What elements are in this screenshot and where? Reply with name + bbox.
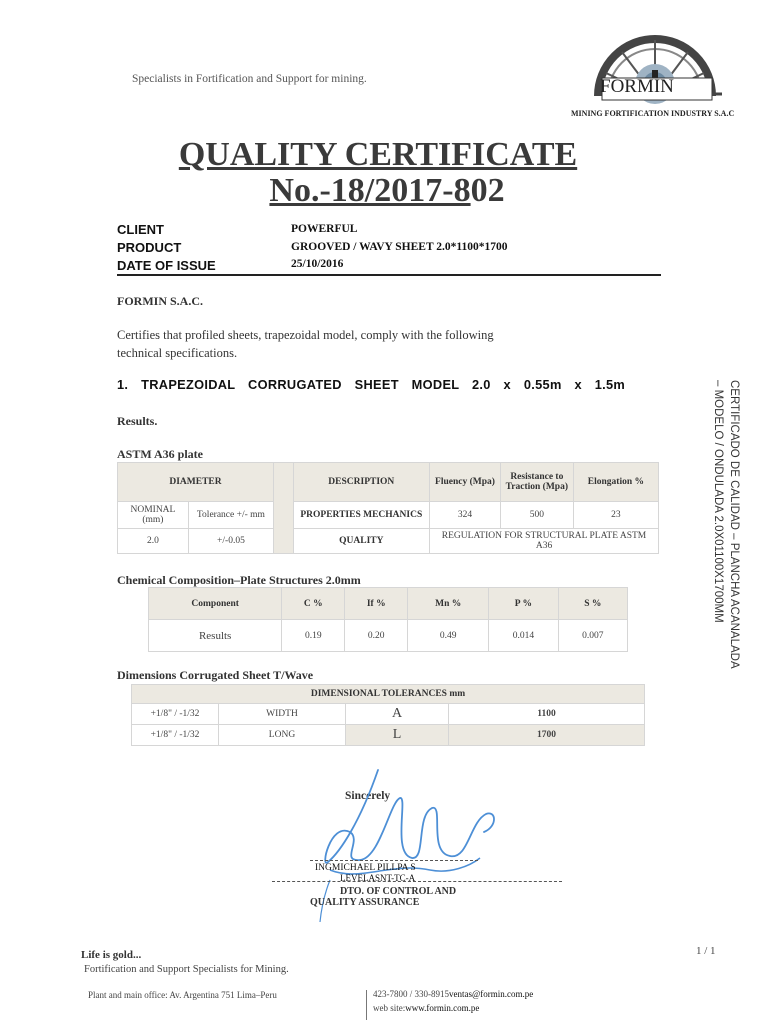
- section-heading: 1. TRAPEZOIDAL CORRUGATED SHEET MODEL 2.0 x 0.55m x 1.5m: [117, 377, 626, 392]
- logo-subtitle: MINING FORTIFICATION INDUSTRY S.A.C: [571, 109, 735, 118]
- signer-name: INGMICHAEL PILLPA S: [315, 863, 416, 873]
- chemical-heading: Chemical Composition–Plate Structures 2.0mm: [117, 573, 361, 587]
- if-header: If %: [345, 588, 408, 620]
- properties-label: PROPERTIES MECHANICS: [293, 502, 430, 529]
- c-header: C %: [282, 588, 345, 620]
- nominal-label: NOMINAL (mm): [118, 502, 189, 529]
- department-line-1: DTO. OF CONTROL AND: [340, 886, 457, 897]
- long-label: LONG: [219, 725, 346, 746]
- certifies-line-1: Certifies that profiled sheets, trapezoidal model, comply with the following: [117, 328, 494, 342]
- footer-web: [373, 1003, 479, 1013]
- chemical-table: [148, 587, 628, 652]
- spacer-cell: [274, 463, 294, 554]
- width-symbol: A: [346, 704, 449, 725]
- mn-header: Mn %: [408, 588, 489, 620]
- diameter-header: DIAMETER: [118, 463, 274, 502]
- s-header: S %: [558, 588, 627, 620]
- p-header: P %: [489, 588, 558, 620]
- dimensional-header: DIMENSIONAL TOLERANCES mm: [132, 685, 645, 704]
- divider: [117, 274, 661, 276]
- plate-heading: ASTM A36 plate: [117, 447, 204, 461]
- product-label: PRODUCT: [117, 240, 182, 255]
- p-value: 0.014: [489, 620, 558, 652]
- c-value: 0.19: [282, 620, 345, 652]
- width-value: 1100: [449, 704, 645, 725]
- dimensions-heading: Dimensions Corrugated Sheet T/Wave: [117, 668, 314, 682]
- resistance-value: 500: [500, 502, 573, 529]
- results-cell: Results: [149, 620, 282, 652]
- certifies-line-2: technical specifications.: [117, 346, 238, 360]
- date-value: 25/10/2016: [291, 258, 344, 270]
- dimensions-table: [131, 684, 645, 746]
- footer-specialists: Fortification and Support Specialists for Mining.: [84, 964, 289, 975]
- footer-web-label: web site:: [373, 1003, 406, 1013]
- elongation-header: Elongation %: [573, 463, 658, 502]
- footer-divider: [366, 990, 367, 1020]
- department-line: [272, 881, 562, 882]
- nominal-value: 2.0: [118, 529, 189, 554]
- certificate-number-rest: 02: [470, 172, 505, 209]
- arch-logo-icon: [562, 18, 742, 122]
- long-tolerance: +1/8" / -1/32: [132, 725, 219, 746]
- date-label: DATE OF ISSUE: [117, 258, 216, 273]
- long-symbol: L: [346, 725, 449, 746]
- resistance-header: Resistance to Traction (Mpa): [500, 463, 573, 502]
- footer-motto: Life is gold...: [81, 949, 142, 961]
- quality-label: QUALITY: [293, 529, 430, 554]
- certificate-title: QUALITY CERTIFICATE: [178, 136, 578, 173]
- company-name: FORMIN S.A.C.: [117, 294, 203, 308]
- elongation-value: 23: [573, 502, 658, 529]
- mechanical-table: [117, 462, 659, 554]
- s-value: 0.007: [558, 620, 627, 652]
- logo-name: FORMIN: [600, 76, 674, 97]
- page-number: 1 / 1: [696, 945, 716, 957]
- long-value: 1700: [449, 725, 645, 746]
- certificate-number-underlined: No.-18/2017-8: [269, 172, 471, 209]
- tagline: Specialists in Fortification and Support for mining.: [132, 73, 367, 85]
- signer-level: LEVELASNT-TC-A: [340, 873, 416, 883]
- sincerely-text: Sincerely: [345, 790, 391, 802]
- footer-email[interactable]: ventas@formin.com.pe: [449, 989, 534, 999]
- certificate-number: [3, 172, 768, 210]
- tolerance-label: Tolerance +/- mm: [188, 502, 273, 529]
- width-tolerance: +1/8" / -1/32: [132, 704, 219, 725]
- footer-office: Plant and main office: Av. Argentina 751 Lima–Peru: [88, 990, 277, 1000]
- vertical-text-1: CERTIFICADO DE CALIDAD – PLANCHA ACANALADA: [728, 380, 740, 669]
- regulation-text: REGULATION FOR STRUCTURAL PLATE ASTM A36: [430, 529, 659, 554]
- mn-value: 0.49: [408, 620, 489, 652]
- fluency-value: 324: [430, 502, 501, 529]
- client-label: CLIENT: [117, 222, 164, 237]
- tolerance-value: +/-0.05: [188, 529, 273, 554]
- signature-line: [310, 860, 478, 861]
- results-label: Results.: [117, 414, 158, 428]
- if-value: 0.20: [345, 620, 408, 652]
- description-header: DESCRIPTION: [293, 463, 430, 502]
- width-label: WIDTH: [219, 704, 346, 725]
- client-value: POWERFUL: [291, 223, 358, 235]
- department-line-2: QUALITY ASSURANCE: [310, 897, 420, 908]
- component-header: Component: [149, 588, 282, 620]
- footer-phones: 423-7800 / 330-8915: [373, 989, 449, 999]
- product-value: GROOVED / WAVY SHEET 2.0*1100*1700: [291, 241, 508, 253]
- fluency-header: Fluency (Mpa): [430, 463, 501, 502]
- footer-contact: [373, 989, 533, 999]
- vertical-text-2: – MODELO / ONDULADA 2.0X01100X1700MM: [712, 380, 724, 623]
- footer-web-link[interactable]: www.formin.com.pe: [405, 1003, 480, 1013]
- formin-logo: [562, 18, 742, 122]
